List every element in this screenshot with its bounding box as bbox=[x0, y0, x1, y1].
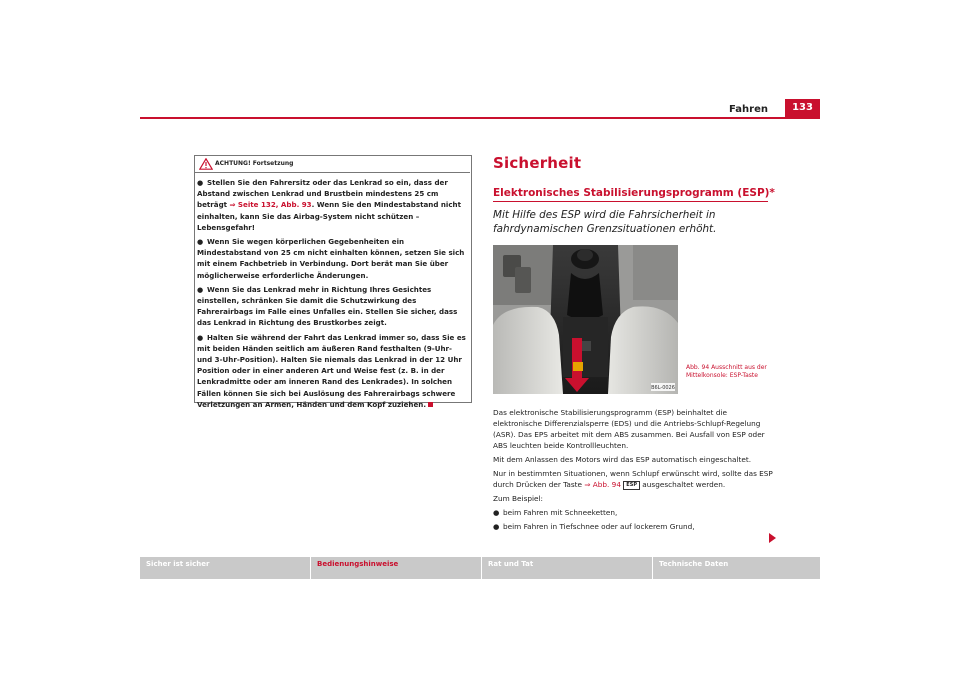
footer-nav bbox=[140, 557, 820, 579]
footer-tab-technische-daten[interactable]: Technische Daten bbox=[659, 560, 729, 568]
console-photo bbox=[493, 245, 678, 394]
warning-item: ● Wenn Sie wegen körperlichen Gegebenheiten ein Mindestabstand von 25 cm nicht einhalten können, setzen Sie sich mit einem Fachbetrieb in Verbindung. Dort berät man Sie über möglicherweise erforderliche Änderungen. bbox=[197, 237, 465, 280]
warning-item: ● Halten Sie während der Fahrt das Lenkrad immer so, dass Sie es mit beiden Händen seitlich am äußeren Rand festhalten (9-Uhr- und 3-Uhr-Position). Halten Sie niemals das Lenkrad in der 12 Uhr Position oder in einer anderen Art und Weise fest (z. B. in der Lenkradmitte oder am inneren Rand des Lenkrades). In solchen Fällen können Sie sich bei Auslösung des Fahrerairbags schwere Verletzungen an Armen, Händen und dem Kopf zuziehen. bbox=[197, 332, 466, 409]
figure-reference-link[interactable]: ⇒ Abb. 94 bbox=[584, 480, 621, 489]
paragraph: Nur in bestimmten Situationen, wenn Schlupf erwünscht wird, sollte das ESP durch Drücken der Taste ⇒ Abb. 94 ESP ausgeschaltet werden. bbox=[493, 469, 773, 489]
warning-text bbox=[197, 177, 467, 413]
warning-item: ● Stellen Sie den Fahrersitz oder das Lenkrad so ein, dass der Abstand zwischen Lenkrad und Brustbein mindestens 25 cm beträgt ⇒ Seite 132, Abb. 93. Wenn Sie den Mindestabstand nicht einhalten, kann Sie das Airbag-System nicht schützen – Lebensgefahr! bbox=[197, 178, 461, 232]
section-title: Sicherheit bbox=[493, 154, 582, 172]
subsection-rule bbox=[493, 201, 768, 202]
warning-triangle-icon bbox=[199, 158, 213, 170]
list-item: ● beim Fahren in Tiefschnee oder auf lockerem Grund, bbox=[493, 522, 695, 531]
warning-label: ACHTUNG! Fortsetzung bbox=[215, 160, 294, 167]
warning-item: ● Wenn Sie das Lenkrad mehr in Richtung Ihres Gesichtes einstellen, schränken Sie damit die Schutzwirkung des Fahrerairbags im Falle eines Unfalles ein. Stellen Sie sicher, dass das Lenkrad in Richtung des Brustkorbes zeigt. bbox=[197, 284, 458, 328]
paragraph: Zum Beispiel: bbox=[493, 494, 544, 503]
arrow-right-icon[interactable] bbox=[769, 533, 776, 543]
list-item: ● beim Fahren mit Schneeketten, bbox=[493, 508, 618, 517]
running-header-title: Fahren bbox=[729, 104, 768, 115]
subsection-title: Elektronisches Stabilisierungsprogramm (ESP)* bbox=[493, 187, 775, 199]
header-rule bbox=[140, 117, 820, 119]
figure-code: B6L-0026 bbox=[651, 385, 675, 391]
body-text bbox=[493, 407, 775, 535]
page-reference-link[interactable]: ⇒ Seite 132, Abb. 93 bbox=[229, 200, 312, 210]
paragraph: Das elektronische Stabilisierungsprogramm (ESP) beinhaltet die elektronische Differenzialsperre (EDS) und die Antriebs-Schlupf-Regelung (ASR). Das EPS arbeitet mit dem ABS zusammen. Bei Ausfall von ESP oder ABS leuchten beide Kontrollleuchten. bbox=[493, 408, 765, 450]
footer-tab-bedienungshinweise[interactable]: Bedienungshinweise bbox=[317, 560, 399, 568]
footer-tab-rat-und-tat[interactable]: Rat und Tat bbox=[488, 560, 534, 568]
paragraph: Mit dem Anlassen des Motors wird das ESP automatisch eingeschaltet. bbox=[493, 455, 752, 464]
footer-tab-sicher[interactable]: Sicher ist sicher bbox=[146, 560, 210, 568]
figure-esp-console bbox=[493, 245, 678, 394]
figure-caption: Abb. 94 Ausschnitt aus der Mittelkonsole: ESP-Taste bbox=[686, 364, 767, 379]
esp-key-symbol: ESP bbox=[623, 481, 640, 490]
lead-paragraph: Mit Hilfe des ESP wird die Fahrsicherheit in fahrdynamischen Grenzsituationen erhöht. bbox=[493, 209, 717, 235]
section-end-marker bbox=[428, 402, 433, 407]
page-number: 133 bbox=[785, 99, 820, 117]
